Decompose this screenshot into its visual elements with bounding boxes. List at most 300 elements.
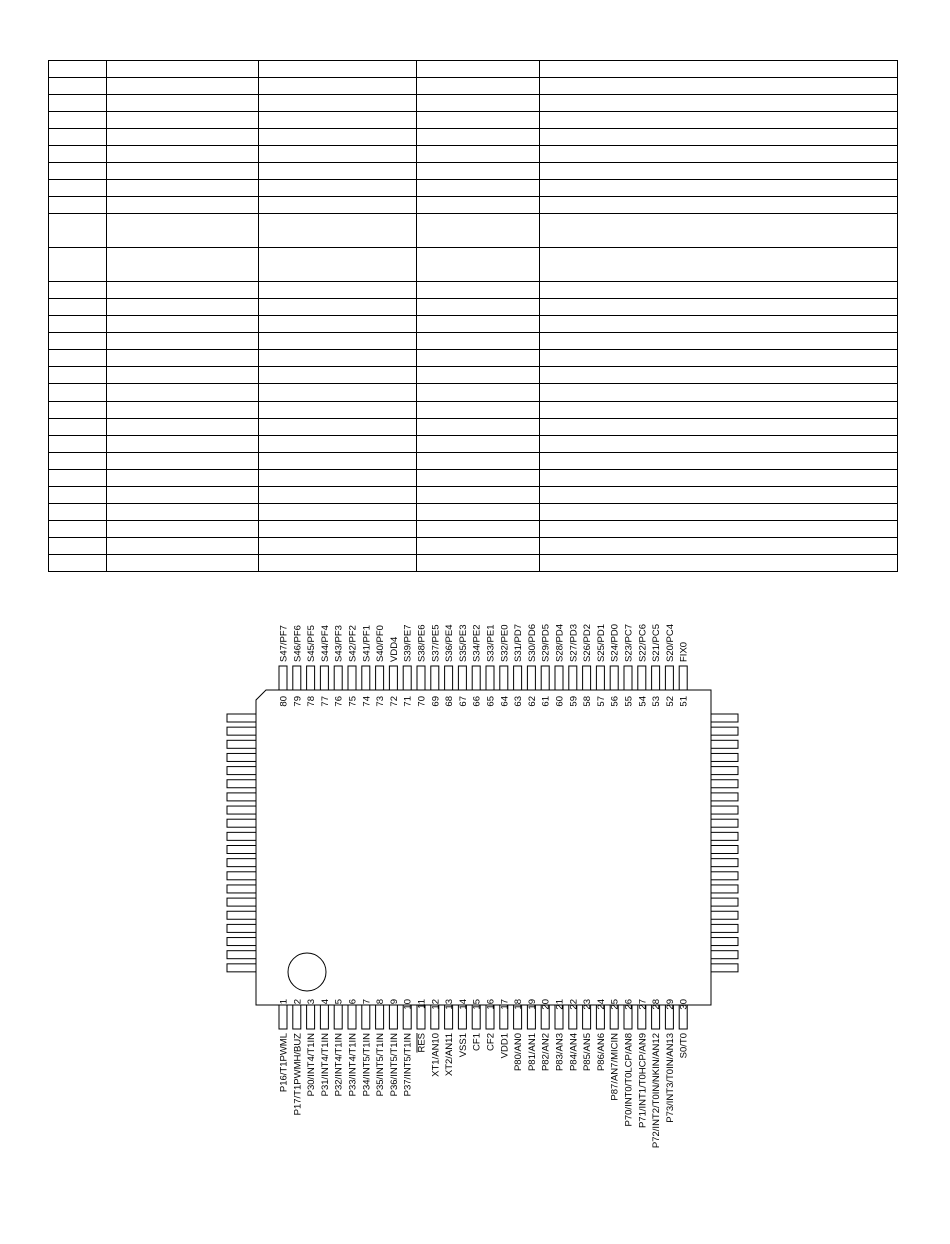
pin-lead <box>227 911 256 919</box>
pin-number: 8 <box>375 999 387 1005</box>
table-cell <box>540 129 898 146</box>
table-cell <box>49 384 107 401</box>
pin-number: 69 <box>430 696 442 707</box>
pin-lead <box>665 666 673 690</box>
table-cell <box>107 316 259 333</box>
pin-number: 73 <box>375 696 387 707</box>
pin-name: P86/AN6 <box>595 1033 607 1072</box>
pin-lead <box>348 666 356 690</box>
pin-lead <box>472 666 480 690</box>
table-cell <box>107 163 259 180</box>
table-cell <box>540 163 898 180</box>
pin-name: S24/PD0 <box>609 623 621 662</box>
table-row <box>49 78 898 95</box>
pin-number: 29 <box>664 999 676 1010</box>
table-cell <box>49 129 107 146</box>
pin-lead <box>711 964 738 972</box>
table-row <box>49 180 898 197</box>
pin-name: P80/AN0 <box>513 1033 525 1072</box>
table-cell <box>107 503 259 520</box>
table-cell <box>540 112 898 129</box>
chip-pinout-diagram <box>0 580 950 1240</box>
pin-name: S42/PF2 <box>347 625 359 662</box>
pin-number: 12 <box>430 999 442 1010</box>
table-cell <box>49 350 107 367</box>
pin-number: 71 <box>402 696 414 707</box>
pin-number: 59 <box>568 696 580 707</box>
pin-number: 54 <box>637 696 649 707</box>
pin-number: 20 <box>540 999 552 1010</box>
pin-lead <box>334 1005 342 1029</box>
table-cell <box>49 401 107 418</box>
table-cell <box>540 469 898 486</box>
pin-number: 23 <box>582 999 594 1010</box>
table-cell <box>259 435 417 452</box>
pin-lead <box>307 1005 315 1029</box>
pin-name: P83/AN3 <box>554 1033 566 1072</box>
pin-number: 18 <box>513 999 525 1010</box>
pin-name: P16/T1PWML <box>278 1033 290 1093</box>
pin-function-table <box>48 60 898 572</box>
table-cell <box>107 146 259 163</box>
table-cell <box>49 180 107 197</box>
table-cell <box>540 197 898 214</box>
table-row <box>49 401 898 418</box>
table-cell <box>107 418 259 435</box>
table-cell <box>107 180 259 197</box>
pin-number: 78 <box>306 696 318 707</box>
pin-lead <box>279 666 287 690</box>
pin-number: 9 <box>388 999 400 1005</box>
pin-name: S22/PC6 <box>637 623 649 662</box>
table-cell <box>540 282 898 299</box>
pin-number: 7 <box>361 999 373 1005</box>
pin-number: 68 <box>444 696 456 707</box>
pin-name: S26/PD2 <box>582 623 594 662</box>
pin-lead <box>541 666 549 690</box>
table-cell <box>107 367 259 384</box>
pin-number: 21 <box>554 999 566 1010</box>
pin-lead <box>227 793 256 801</box>
bottom-side-pins <box>279 999 690 1148</box>
table-cell <box>49 78 107 95</box>
table-cell <box>49 367 107 384</box>
table-cell <box>259 452 417 469</box>
table-cell <box>540 95 898 112</box>
pin-lead <box>652 666 660 690</box>
table-cell <box>49 214 107 248</box>
pin-lead <box>227 859 256 867</box>
table-cell <box>417 537 540 554</box>
table-row <box>49 316 898 333</box>
table-cell <box>107 282 259 299</box>
pin-name: P33/INT4/T1IN <box>347 1033 359 1097</box>
pin-number: 75 <box>347 696 359 707</box>
table-cell <box>259 554 417 571</box>
table-cell <box>417 299 540 316</box>
pin-number: 51 <box>678 696 690 707</box>
table-cell <box>540 418 898 435</box>
pin-name: VDD1 <box>499 1033 511 1059</box>
table-cell <box>49 146 107 163</box>
pin-name: S46/PF6 <box>292 625 304 662</box>
pin-name: S39/PE7 <box>402 624 414 662</box>
table-row <box>49 248 898 282</box>
pin-name: VDD4 <box>388 636 400 662</box>
table-cell <box>259 333 417 350</box>
table-cell <box>417 486 540 503</box>
pin-number: 80 <box>278 696 290 707</box>
table-cell <box>259 95 417 112</box>
pin-lead <box>679 666 687 690</box>
table-cell <box>259 112 417 129</box>
pin-name: P71/INT1/T0HCP/AN9 <box>637 1033 649 1129</box>
table-cell <box>259 299 417 316</box>
table-cell <box>417 503 540 520</box>
table-cell <box>259 146 417 163</box>
table-cell <box>107 61 259 78</box>
pin-lead <box>711 938 738 946</box>
table-cell <box>107 350 259 367</box>
pin-name: S31/PD7 <box>513 623 525 662</box>
table-row <box>49 418 898 435</box>
table-cell <box>49 197 107 214</box>
table-cell <box>107 129 259 146</box>
pin-name: S0/T0 <box>678 1033 690 1059</box>
pin-lead <box>624 666 632 690</box>
table-cell <box>49 537 107 554</box>
table-cell <box>540 554 898 571</box>
pin-lead <box>711 859 738 867</box>
table-row <box>49 452 898 469</box>
pin-name: P31/INT4/T1IN <box>319 1033 331 1097</box>
pin-lead <box>362 1005 370 1029</box>
pin-name: P82/AN2 <box>540 1033 552 1072</box>
pin-lead <box>596 666 604 690</box>
pin-name: S32/PE0 <box>499 624 511 662</box>
pin-number: 74 <box>361 696 373 707</box>
pin-lead <box>227 938 256 946</box>
pin-lead <box>389 1005 397 1029</box>
pin-name: P30/INT4/T1IN <box>306 1033 318 1097</box>
pin-number: 65 <box>485 696 497 707</box>
pin-number: 3 <box>306 999 318 1005</box>
table-row <box>49 486 898 503</box>
pin-number: 66 <box>471 696 483 707</box>
pin-lead <box>583 666 591 690</box>
pin-lead <box>320 1005 328 1029</box>
pin-name: S30/PD6 <box>526 623 538 662</box>
pin-number: 67 <box>457 696 469 707</box>
table-cell <box>49 61 107 78</box>
pin-lead <box>348 1005 356 1029</box>
pin-number: 52 <box>664 696 676 707</box>
pin-number: 28 <box>651 999 663 1010</box>
pin-name: S20/PC4 <box>664 623 676 662</box>
table-cell <box>259 248 417 282</box>
pin-lead <box>500 666 508 690</box>
pin-lead <box>711 806 738 814</box>
pin-number: 70 <box>416 696 428 707</box>
pin-lead <box>486 666 494 690</box>
table-cell <box>417 367 540 384</box>
table-row <box>49 350 898 367</box>
pin-lead <box>711 832 738 840</box>
pin-lead <box>362 666 370 690</box>
pin-number: 56 <box>609 696 621 707</box>
pin-number: 2 <box>292 999 304 1005</box>
pin-lead <box>320 666 328 690</box>
table-cell <box>417 163 540 180</box>
pin-lead <box>711 767 738 775</box>
table-cell <box>540 537 898 554</box>
table-cell <box>417 78 540 95</box>
table-row <box>49 435 898 452</box>
pin-name: P32/INT4/T1IN <box>333 1033 345 1097</box>
pin-name: S28/PD4 <box>554 623 566 662</box>
pin-name: S29/PD5 <box>540 623 552 662</box>
table-row <box>49 503 898 520</box>
table-cell <box>259 367 417 384</box>
pin-name: P87/AN7/MICIN <box>609 1033 621 1101</box>
table-cell <box>107 95 259 112</box>
pin-name: S38/PE6 <box>416 624 428 662</box>
pin-lead <box>227 951 256 959</box>
table-cell <box>259 503 417 520</box>
pin-lead <box>711 951 738 959</box>
table-cell <box>259 520 417 537</box>
table-row <box>49 146 898 163</box>
pin-name: S35/PE3 <box>457 624 469 662</box>
table-cell <box>107 333 259 350</box>
pin-lead <box>569 666 577 690</box>
pin-lead <box>227 780 256 788</box>
pin-lead <box>711 753 738 761</box>
table-row <box>49 554 898 571</box>
table-cell <box>540 146 898 163</box>
table-cell <box>49 299 107 316</box>
table-cell <box>49 333 107 350</box>
left-side-pins <box>227 714 256 972</box>
table-row <box>49 214 898 248</box>
pin-name: S23/PC7 <box>623 623 635 662</box>
table-cell <box>259 163 417 180</box>
pin-lead <box>293 666 301 690</box>
chip-body <box>256 690 711 1005</box>
table-cell <box>49 163 107 180</box>
pin-lead <box>711 819 738 827</box>
table-row <box>49 112 898 129</box>
pin-lead <box>293 1005 301 1029</box>
pin-lead <box>711 740 738 748</box>
table-cell <box>540 503 898 520</box>
pin-lead <box>711 924 738 932</box>
table-cell <box>107 486 259 503</box>
table-cell <box>107 384 259 401</box>
table-cell <box>417 469 540 486</box>
pin-name: CF2 <box>485 1033 497 1051</box>
pin-name: P85/AN5 <box>582 1033 594 1072</box>
table-row <box>49 129 898 146</box>
table-cell <box>540 520 898 537</box>
table-cell <box>259 129 417 146</box>
pin-lead <box>227 714 256 722</box>
pin-lead <box>227 872 256 880</box>
table-cell <box>417 520 540 537</box>
pin-name: S40/PF0 <box>375 625 387 662</box>
table-cell <box>259 384 417 401</box>
table-cell <box>417 333 540 350</box>
table-cell <box>49 520 107 537</box>
pin-lead <box>227 806 256 814</box>
pin-number: 55 <box>623 696 635 707</box>
pin-lead <box>227 727 256 735</box>
table-cell <box>49 503 107 520</box>
pin-lead <box>376 666 384 690</box>
pin-name: S33/PE1 <box>485 624 497 662</box>
pin-number: 53 <box>651 696 663 707</box>
table-row <box>49 469 898 486</box>
table-cell <box>49 112 107 129</box>
pin-number: 64 <box>499 696 511 707</box>
table-cell <box>540 452 898 469</box>
table-cell <box>49 316 107 333</box>
table-cell <box>259 197 417 214</box>
table-row <box>49 384 898 401</box>
table-cell <box>107 537 259 554</box>
table-cell <box>107 78 259 95</box>
pin-lead <box>227 964 256 972</box>
right-side-pins <box>711 714 738 972</box>
table-cell <box>107 112 259 129</box>
pin-lead <box>711 727 738 735</box>
pin-name: P35/INT5/T1IN <box>375 1033 387 1097</box>
pin-lead <box>227 753 256 761</box>
pin-name: P81/AN1 <box>526 1033 538 1072</box>
table-cell <box>49 554 107 571</box>
table-cell <box>107 520 259 537</box>
table-cell <box>49 469 107 486</box>
table-row <box>49 299 898 316</box>
pin-number: 27 <box>637 999 649 1010</box>
table-row <box>49 95 898 112</box>
pin-name: CF1 <box>471 1033 483 1051</box>
pin-number: 17 <box>499 999 511 1010</box>
table-cell <box>417 95 540 112</box>
pin-number: 1 <box>278 999 290 1005</box>
pin-number: 72 <box>388 696 400 707</box>
pin-number: 60 <box>554 696 566 707</box>
table-cell <box>417 282 540 299</box>
table-cell <box>107 469 259 486</box>
table-cell <box>259 316 417 333</box>
table-cell <box>540 78 898 95</box>
table-cell <box>417 401 540 418</box>
table-cell <box>259 180 417 197</box>
pin-number: 22 <box>568 999 580 1010</box>
table-cell <box>49 486 107 503</box>
pin-number: 14 <box>457 999 469 1010</box>
pin-number: 61 <box>540 696 552 707</box>
pin-number: 26 <box>623 999 635 1010</box>
pin-name: S44/PF4 <box>319 625 331 662</box>
pin-name: S34/PE2 <box>471 624 483 662</box>
pin-name: XT2/AN11 <box>444 1033 456 1077</box>
table-cell <box>107 214 259 248</box>
pin-name: S41/PF1 <box>361 625 373 662</box>
pin-lead <box>711 885 738 893</box>
table-row <box>49 333 898 350</box>
pin-lead <box>711 872 738 880</box>
table-cell <box>259 469 417 486</box>
pin-number: 57 <box>595 696 607 707</box>
pin-number: 6 <box>347 999 359 1005</box>
pin-number: 76 <box>333 696 345 707</box>
table-cell <box>107 401 259 418</box>
table-row <box>49 367 898 384</box>
table-cell <box>417 452 540 469</box>
pin-lead <box>458 666 466 690</box>
table-cell <box>540 401 898 418</box>
pin-name: FIX0 <box>678 641 690 662</box>
table-cell <box>259 537 417 554</box>
table-cell <box>107 554 259 571</box>
table-cell <box>49 282 107 299</box>
table-cell <box>107 452 259 469</box>
pin-name: XT1/AN10 <box>430 1033 442 1077</box>
table-row <box>49 537 898 554</box>
table-cell <box>259 61 417 78</box>
pin-lead <box>227 832 256 840</box>
table-cell <box>540 384 898 401</box>
table-cell <box>540 299 898 316</box>
table-cell <box>417 316 540 333</box>
table-cell <box>540 350 898 367</box>
pin-lead <box>555 666 563 690</box>
pin-name: P84/AN4 <box>568 1033 580 1072</box>
pin-lead <box>711 793 738 801</box>
pin-number: 25 <box>609 999 621 1010</box>
pin-lead <box>227 819 256 827</box>
pin-lead <box>279 1005 287 1029</box>
table-cell <box>49 248 107 282</box>
table-cell <box>417 180 540 197</box>
pin-lead <box>527 666 535 690</box>
pin-lead <box>227 740 256 748</box>
pin-lead <box>711 898 738 906</box>
table-cell <box>417 61 540 78</box>
pin-number: 11 <box>416 999 428 1009</box>
table-cell <box>259 350 417 367</box>
pin-name: S43/PF3 <box>333 625 345 662</box>
pin-name: VSS1 <box>457 1033 469 1058</box>
pin-number: 79 <box>292 696 304 707</box>
pin-lead <box>389 666 397 690</box>
pin-number: 24 <box>595 999 607 1010</box>
pin-lead <box>638 666 646 690</box>
table-cell <box>107 197 259 214</box>
table-cell <box>417 248 540 282</box>
table-cell <box>417 384 540 401</box>
pin-name: S21/PC5 <box>651 623 663 662</box>
pin-number: 15 <box>471 999 483 1010</box>
pin-name: P73/INT3/T0IN/AN13 <box>664 1033 676 1123</box>
table-cell <box>540 214 898 248</box>
pin-lead <box>227 885 256 893</box>
table-cell <box>417 418 540 435</box>
table-row <box>49 163 898 180</box>
table-cell <box>417 197 540 214</box>
